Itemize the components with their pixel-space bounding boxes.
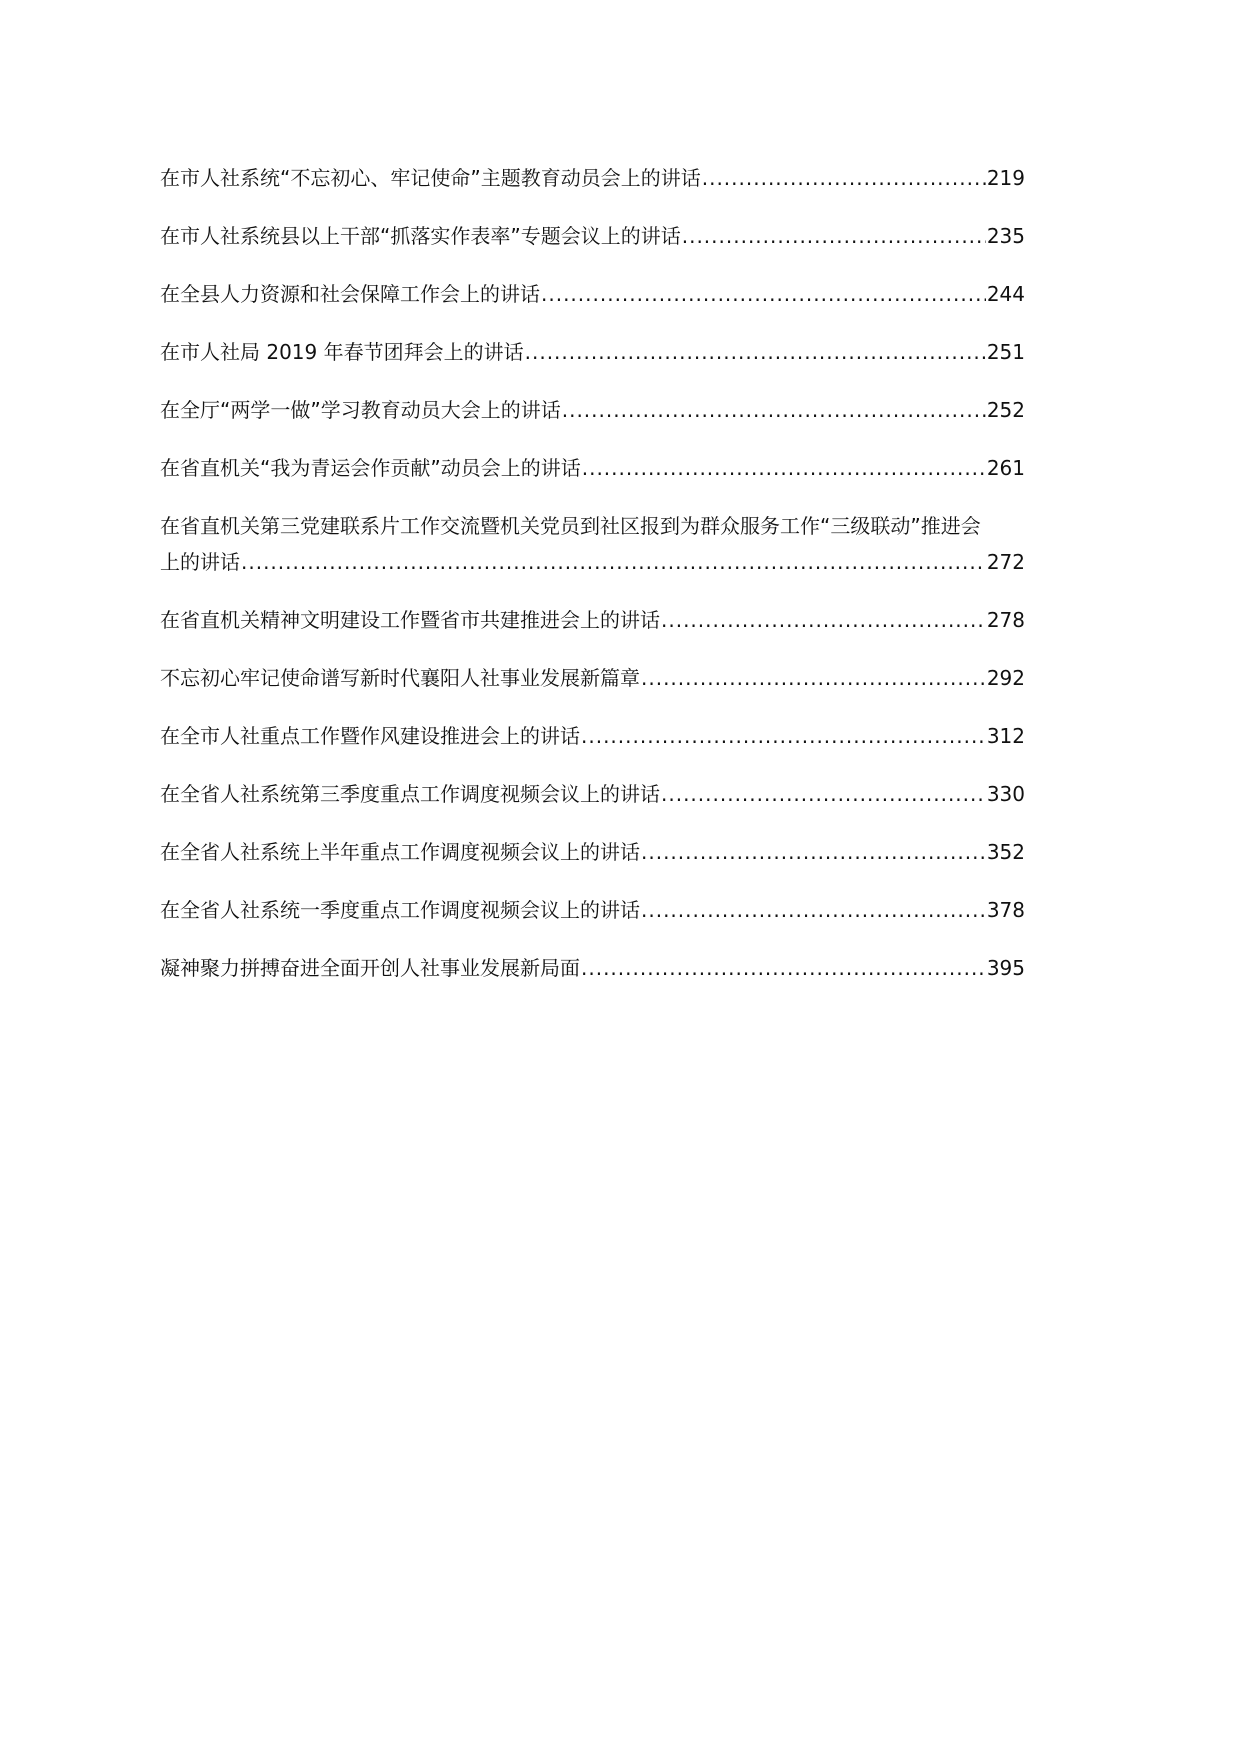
toc-entry[interactable] [160,218,1025,254]
toc-entry[interactable] [160,776,1025,812]
toc-entry-page: 330 [986,782,1025,806]
dot-leader [641,892,986,928]
toc-entry-title: 在省直机关精神文明建设工作暨省市共建推进会上的讲话 [160,608,660,632]
dot-leader [241,544,986,580]
dot-leader [641,834,986,870]
toc-entry-page: 251 [986,340,1025,364]
dot-leader [682,218,986,254]
toc-entry-page: 378 [986,898,1025,922]
dot-leader [641,660,986,696]
toc-entry-title: 在全县人力资源和社会保障工作会上的讲话 [160,282,540,306]
toc-entry[interactable] [160,950,1025,986]
dot-leader [661,602,986,638]
toc-entry-title: 在全厅“两学一做”学习教育动员大会上的讲话 [160,398,561,422]
toc-entry-page: 312 [986,724,1025,748]
dot-leader [541,276,986,312]
toc-entry[interactable] [160,602,1025,638]
toc-entry-title: 在全市人社重点工作暨作风建设推进会上的讲话 [160,724,580,748]
toc-entry-title: 在省直机关“我为青运会作贡献”动员会上的讲话 [160,456,581,480]
toc-entry-title: 在省直机关第三党建联系片工作交流暨机关党员到社区报到为群众服务工作“三级联动”推进会 [160,514,981,538]
toc-entry-page: 252 [986,398,1025,422]
toc-entry[interactable] [160,334,1025,370]
toc-entry-page: 261 [986,456,1025,480]
dot-leader [581,950,986,986]
toc-entry-title: 在市人社局 2019 年春节团拜会上的讲话 [160,340,524,364]
toc-entry-title: 在市人社系统“不忘初心、牢记使命”主题教育动员会上的讲话 [160,166,701,190]
toc-entry-title: 在市人社系统县以上干部“抓落实作表率”专题会议上的讲话 [160,224,681,248]
toc-entry-page: 278 [986,608,1025,632]
toc-entry-page: 395 [986,956,1025,980]
toc-entry-page: 272 [986,550,1025,574]
dot-leader [581,718,986,754]
toc-entry-page: 235 [986,224,1025,248]
toc-entry-title: 在全省人社系统上半年重点工作调度视频会议上的讲话 [160,840,640,864]
toc-entry-page: 352 [986,840,1025,864]
toc-entry[interactable] [160,160,1025,196]
toc-entry-title: 在全省人社系统一季度重点工作调度视频会议上的讲话 [160,898,640,922]
toc-entry-title: 在全省人社系统第三季度重点工作调度视频会议上的讲话 [160,782,660,806]
table-of-contents [160,160,1025,1008]
dot-leader [582,450,986,486]
toc-entry[interactable] [160,718,1025,754]
toc-entry-page: 292 [986,666,1025,690]
toc-entry-page: 244 [986,282,1025,306]
toc-entry[interactable] [160,276,1025,312]
dot-leader [702,160,986,196]
toc-entry[interactable] [160,834,1025,870]
toc-entry-page: 219 [986,166,1025,190]
toc-entry[interactable] [160,892,1025,928]
dot-leader [661,776,986,812]
toc-entry[interactable] [160,450,1025,486]
toc-entry-title-continued: 上的讲话 [160,550,240,574]
dot-leader [525,334,986,370]
toc-entry[interactable] [160,508,1025,580]
toc-entry[interactable] [160,392,1025,428]
toc-entry[interactable] [160,660,1025,696]
toc-entry-title: 不忘初心牢记使命谱写新时代襄阳人社事业发展新篇章 [160,666,640,690]
dot-leader [562,392,986,428]
toc-entry-title: 凝神聚力拼搏奋进全面开创人社事业发展新局面 [160,956,580,980]
